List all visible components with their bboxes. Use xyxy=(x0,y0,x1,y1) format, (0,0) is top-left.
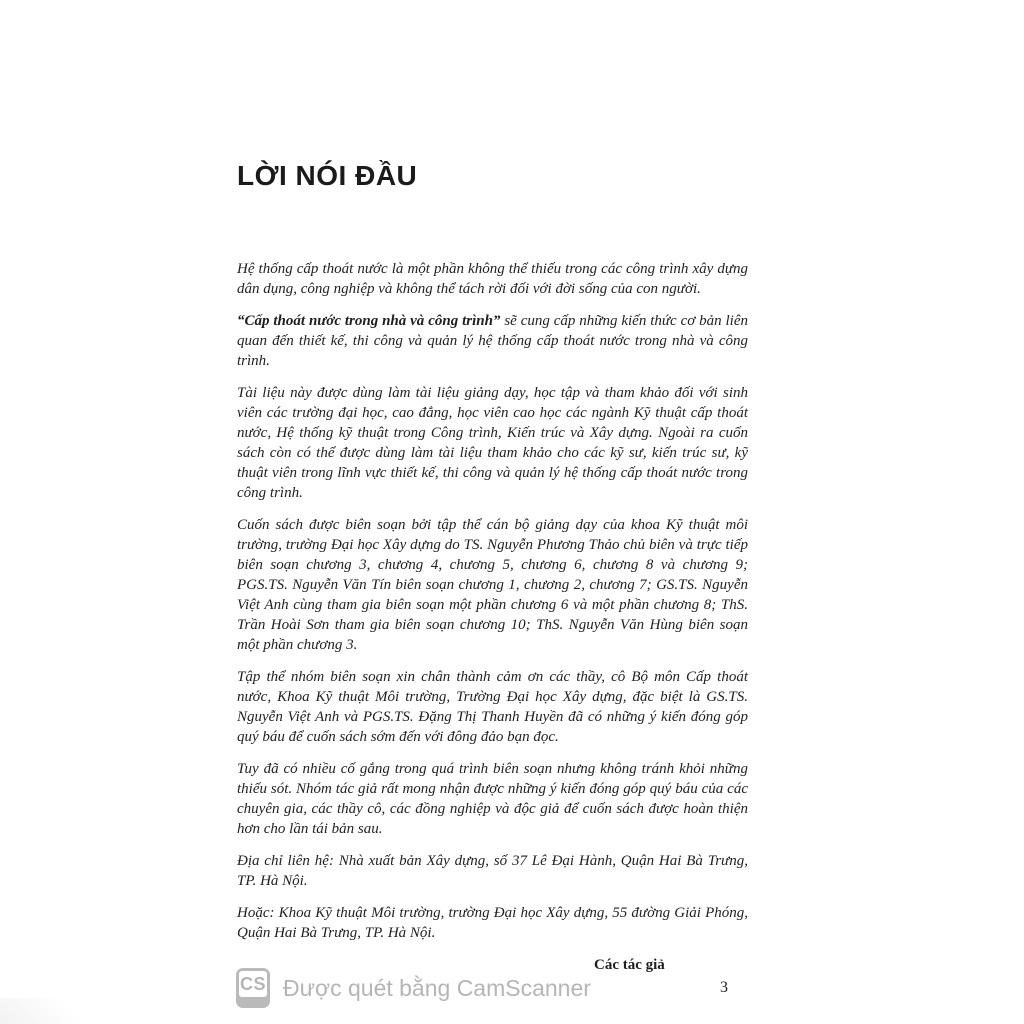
camscanner-logo-icon xyxy=(236,968,270,1008)
preface-body xyxy=(237,259,748,987)
paragraph-contact-alt: Hoặc: Khoa Kỹ thuật Môi trường, trường Đại học Xây dựng, 55 đường Giải Phóng, Quận Hai Bà Trưng, TP. Hà Nội. xyxy=(237,905,748,941)
camscanner-logo-text: CS xyxy=(239,971,267,997)
paragraph-authors: Cuốn sách được biên soạn bởi tập thể cán bộ giảng dạy của khoa Kỹ thuật môi trường, trường Đại học Xây dựng do TS. Nguyễn Phương Thảo chủ biên và trực tiếp biên soạn chương 3, chương 4, chương 5, chương 6, chương 8 và chương 9; PGS.TS. Nguyễn Văn Tín biên soạn chương 1, chương 2, chương 7; GS.TS. Nguyễn Việt Anh cùng tham gia biên soạn một phần chương 6 và một phần chương 8; ThS. Trần Hoài Sơn tham gia biên soạn chương 10; ThS. Nguyễn Văn Hùng biên soạn một phần chương 3. xyxy=(237,517,748,653)
book-title-bold: “Cấp thoát nước trong nhà và công trình” xyxy=(237,313,501,329)
paragraph-audience: Tài liệu này được dùng làm tài liệu giảng dạy, học tập và tham khảo đối với sinh viên các trường đại học, cao đẳng, học viên cao học các ngành Kỹ thuật cấp thoát nước, Hệ thống kỹ thuật trong Công trình, Kiến trúc và Xây dựng. Ngoài ra cuốn sách còn có thể được dùng làm tài liệu tham khảo cho các kỹ sư, kiến trúc sư, kỹ thuật viên trong lĩnh vực thiết kế, thi công và quản lý hệ thống cấp thoát nước trong công trình. xyxy=(237,385,748,501)
watermark-text: Được quét bằng CamScanner xyxy=(283,974,591,1001)
paragraph-book-scope xyxy=(237,311,748,371)
paragraph-feedback: Tuy đã có nhiều cố gắng trong quá trình biên soạn nhưng không tránh khỏi những thiếu sót. Nhóm tác giả rất mong nhận được những ý kiến đóng góp quý báu của các chuyên gia, các thầy cô, các đồng nghiệp và độc giả để cuốn sách được hoàn thiện hơn cho lần tái bản sau. xyxy=(237,761,748,837)
scan-shadow xyxy=(0,998,120,1024)
page-number: 3 xyxy=(720,979,728,996)
page-title: LỜI NÓI ĐẦU xyxy=(237,160,418,191)
authors-signature: Các tác giả xyxy=(594,957,665,973)
paragraph-contact-address: Địa chỉ liên hệ: Nhà xuất bản Xây dựng, số 37 Lê Đại Hành, Quận Hai Bà Trưng, TP. Hà Nội. xyxy=(237,853,748,889)
paragraph-intro: Hệ thống cấp thoát nước là một phần không thể thiếu trong các công trình xây dựng dân dụng, công nghiệp và không thể tách rời đối với đời sống của con người. xyxy=(237,261,748,297)
paragraph-book-scope-rest: sẽ cung cấp những kiến thức cơ bản liên quan đến thiết kế, thi công và quản lý hệ thống cấp thoát nước trong nhà và công trình. xyxy=(237,313,749,369)
camscanner-watermark xyxy=(236,968,591,1008)
paragraph-acknowledgements: Tập thể nhóm biên soạn xin chân thành cảm ơn các thầy, cô Bộ môn Cấp thoát nước, Khoa Kỹ thuật Môi trường, Trường Đại học Xây dựng, đặc biệt là GS.TS. Nguyễn Việt Anh và PGS.TS. Đặng Thị Thanh Huyền đã có những ý kiến đóng góp quý báu để cuốn sách sớm đến với đông đảo bạn đọc. xyxy=(237,669,748,745)
